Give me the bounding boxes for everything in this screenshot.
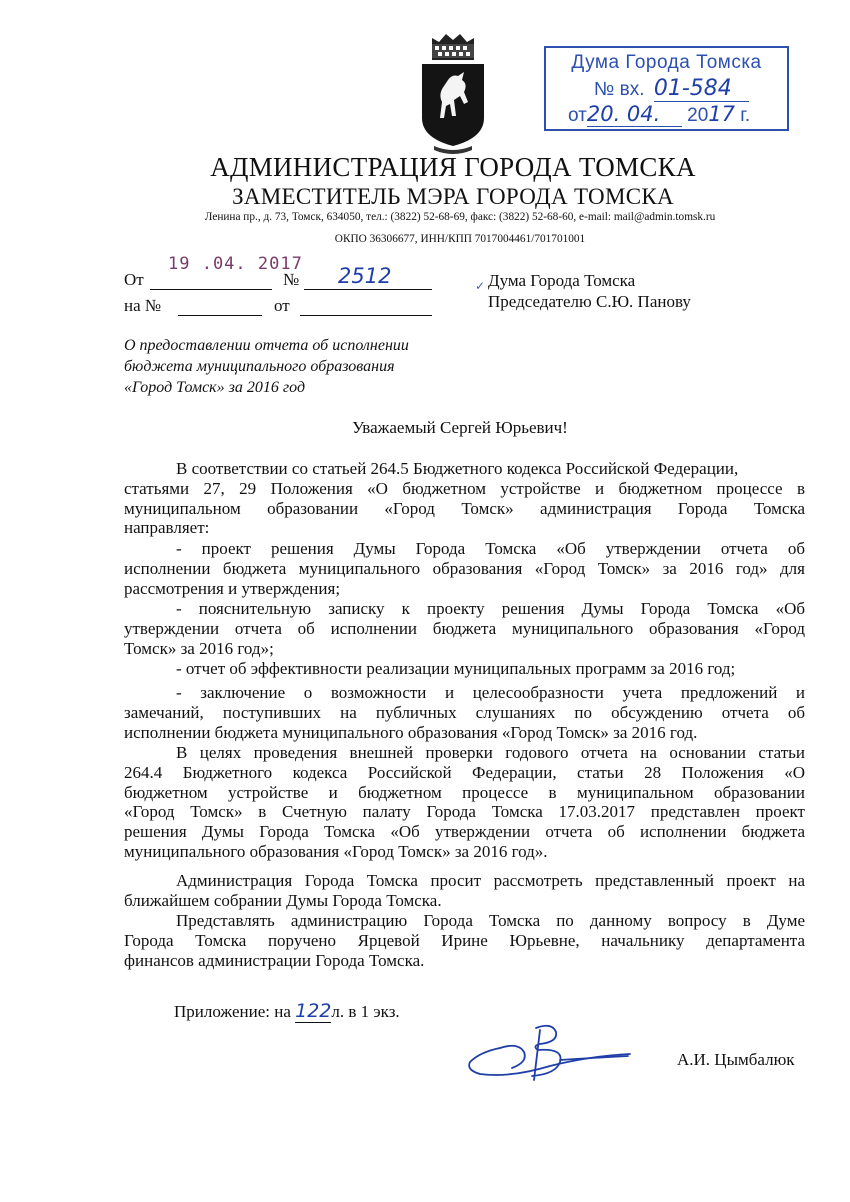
appendix-line xyxy=(174,1000,400,1023)
text-line: утверждении отчета об исполнении бюджета муниципального образования «Город xyxy=(124,618,805,638)
stamp-title: Дума Города Томска xyxy=(571,52,762,73)
stamp-number-line xyxy=(594,76,749,102)
text-line: Томск» за 2016 год»; xyxy=(124,638,274,658)
text-line: муниципального образования «Город Томск» за 2016 год». xyxy=(124,841,548,861)
text-line: направляет: xyxy=(124,518,210,538)
letter-subject xyxy=(124,335,409,398)
stamp-year-value: 17 xyxy=(708,102,736,126)
text-line: - отчет об эффективности реализации муниципальных программ за 2016 год; xyxy=(176,659,736,678)
text-line: исполнении бюджета муниципального образования «Город Томск» за 2016 год. xyxy=(124,722,698,742)
stamp-number-value: 01-584 xyxy=(654,76,749,102)
check-mark-icon: ✓ xyxy=(475,279,486,293)
appendix-prefix: Приложение: на xyxy=(174,1002,291,1021)
text-line: статьями 27, 29 Положения «О бюджетном устройстве и бюджетном процессе в xyxy=(124,478,805,498)
text-line: Представлять администрацию Города Томска по данному вопросу в Думе xyxy=(176,911,805,930)
subject-line: «Город Томск» за 2016 год xyxy=(124,379,306,396)
appendix-pages: 122 xyxy=(295,1000,332,1022)
text-line: - проект решения Думы Города Томска «Об утверждении отчета об xyxy=(176,539,805,558)
reply-date-line xyxy=(300,315,432,316)
list-item-2 xyxy=(124,599,805,658)
body-paragraph-4 xyxy=(124,911,805,970)
text-line: муниципальном образовании «Город Томск» администрация Города Томска xyxy=(124,498,805,518)
text-line: Города Томска поручено Ярцевой Ирине Юрьевне, начальнику департамента xyxy=(124,930,805,950)
from-label: От xyxy=(124,270,144,289)
text-line: замечаний, поступивших на публичных слушаниях по обсуждению отчета об xyxy=(124,702,805,722)
organization-name: АДМИНИСТРАЦИЯ ГОРОДА ТОМСКА xyxy=(210,152,696,182)
stamp-year-prefix: 20 xyxy=(687,105,709,126)
stamp-number-label: № вх. xyxy=(594,79,645,100)
text-line: «Город Томск» в Счетную палату Города Томска 17.03.2017 представлен проект xyxy=(124,802,805,822)
department-name: ЗАМЕСТИТЕЛЬ МЭРА ГОРОДА ТОМСКА xyxy=(232,184,674,209)
recipient-line-1: Дума Города Томска xyxy=(488,271,636,290)
text-line: бюджетном устройстве и бюджетном процессе в муниципальном образовании xyxy=(124,782,805,802)
body-paragraph-3 xyxy=(124,871,805,911)
text-line: рассмотрения и утверждения; xyxy=(124,578,341,598)
text-line: - пояснительную записку к проекту решения Думы Города Томска «Об xyxy=(176,599,805,618)
text-line: решения Думы Города Томска «Об утверждении отчета об исполнении бюджета xyxy=(124,822,805,842)
stamp-year-suffix: г. xyxy=(740,105,751,126)
date-field-line xyxy=(150,289,272,290)
reply-number-line xyxy=(178,315,262,316)
outgoing-number-value: 2512 xyxy=(338,264,392,288)
recipient-block xyxy=(488,270,691,312)
outgoing-date-stamp: 19 .04. 2017 xyxy=(168,254,303,274)
organization-codes: ОКПО 36306677, ИНН/КПП 7017004461/701701001 xyxy=(334,233,586,245)
stamp-date-line xyxy=(568,102,750,127)
number-label: № xyxy=(283,270,300,289)
text-line: исполнении бюджета муниципального образования «Город Томск» за 2016 год» для xyxy=(124,558,805,578)
list-item-1 xyxy=(124,539,805,598)
number-field-line xyxy=(304,289,432,290)
text-line: - заключение о возможности и целесообразности учета предложений и xyxy=(176,683,805,702)
text-line: Администрация Города Томска просит рассмотреть представленный проект на xyxy=(176,871,805,890)
body-paragraph-2 xyxy=(124,743,805,862)
organization-address: Ленина пр., д. 73, Томск, 634050, тел.: (3822) 52-68-69, факс: (3822) 52-68-60, e-mail: mail@admin.tomsk.ru xyxy=(204,211,716,223)
text-line: В целях проведения внешней проверки годового отчета на основании статьи xyxy=(176,743,805,762)
incoming-registration-stamp xyxy=(544,46,789,131)
text-line: финансов администрации Города Томска. xyxy=(124,950,425,970)
text-line: ближайшем собрании Думы Города Томска. xyxy=(124,890,442,910)
appendix-suffix: л. в 1 экз. xyxy=(331,1002,400,1021)
list-item-4 xyxy=(124,683,805,742)
salutation: Уважаемый Сергей Юрьевич! xyxy=(352,418,568,437)
reply-number-label: на № xyxy=(124,296,162,315)
subject-line: О предоставлении отчета об исполнении xyxy=(124,337,409,354)
signatory-name: А.И. Цымбалюк xyxy=(677,1050,795,1069)
recipient-line-2: Председателю С.Ю. Панову xyxy=(488,292,691,311)
stamp-date-label: от xyxy=(568,105,587,126)
body-paragraph-1 xyxy=(124,459,805,538)
text-line: В соответствии со статьей 264.5 Бюджетного кодекса Российской Федерации, xyxy=(176,459,739,478)
handwritten-signature xyxy=(440,1018,635,1088)
subject-line: бюджета муниципального образования xyxy=(124,358,395,375)
reply-from-label: от xyxy=(274,296,290,315)
tomsk-coat-of-arms-icon xyxy=(418,30,488,158)
text-line: 264.4 Бюджетного кодекса Российской Федерации, статьи 28 Положения «О xyxy=(124,762,805,782)
list-item-3 xyxy=(124,659,805,679)
stamp-date-value: 20. 04. xyxy=(587,102,682,127)
